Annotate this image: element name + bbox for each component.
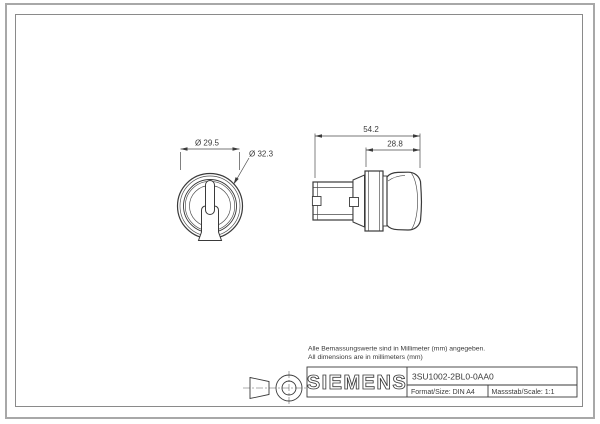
dim-label-total-length: 54.2 xyxy=(363,125,379,134)
side-knob-body xyxy=(387,172,421,230)
note-line-english: All dimensions are in millimeters (mm) xyxy=(308,354,423,361)
scale-label: Massstab/Scale: 1:1 xyxy=(491,388,555,396)
arrowhead-right xyxy=(413,148,420,152)
inner-drawing-frame xyxy=(16,15,583,407)
arrowhead-right xyxy=(413,134,420,138)
outer-page-border xyxy=(6,4,594,418)
arrowhead-left xyxy=(366,148,373,152)
dim-label-bezel-diameter: Ø 32.3 xyxy=(249,149,274,159)
side-shaft-notch xyxy=(312,197,321,206)
dimension-front-knob-diameter xyxy=(181,139,240,171)
front-view xyxy=(178,139,274,241)
part-number: 3SU1002-2BL0-0AA0 xyxy=(412,371,494,382)
dimension-side-total-length xyxy=(315,125,420,178)
siemens-logo: SIEMENS xyxy=(306,372,408,394)
dim-label-knob-length: 28.8 xyxy=(387,139,403,149)
notes xyxy=(308,346,485,362)
side-view xyxy=(312,125,421,231)
side-latch xyxy=(350,198,359,207)
leader-arrowhead xyxy=(234,177,239,184)
front-indicator-slot xyxy=(206,181,215,215)
arrowhead-left xyxy=(315,134,322,138)
side-bezel-ring xyxy=(365,171,383,231)
arrowhead-right xyxy=(233,147,240,151)
format-size-label: Format/Size: DIN A4 xyxy=(411,388,475,396)
dimension-side-knob-length xyxy=(366,140,420,168)
note-line-german: Alle Bemassungswerte sind in Millimeter (mm) angegeben. xyxy=(308,345,486,353)
dim-label-knob-diameter: Ø 29.5 xyxy=(194,138,220,148)
arrowhead-left xyxy=(181,147,188,151)
title-block xyxy=(307,367,577,397)
projection-symbol xyxy=(243,371,307,405)
